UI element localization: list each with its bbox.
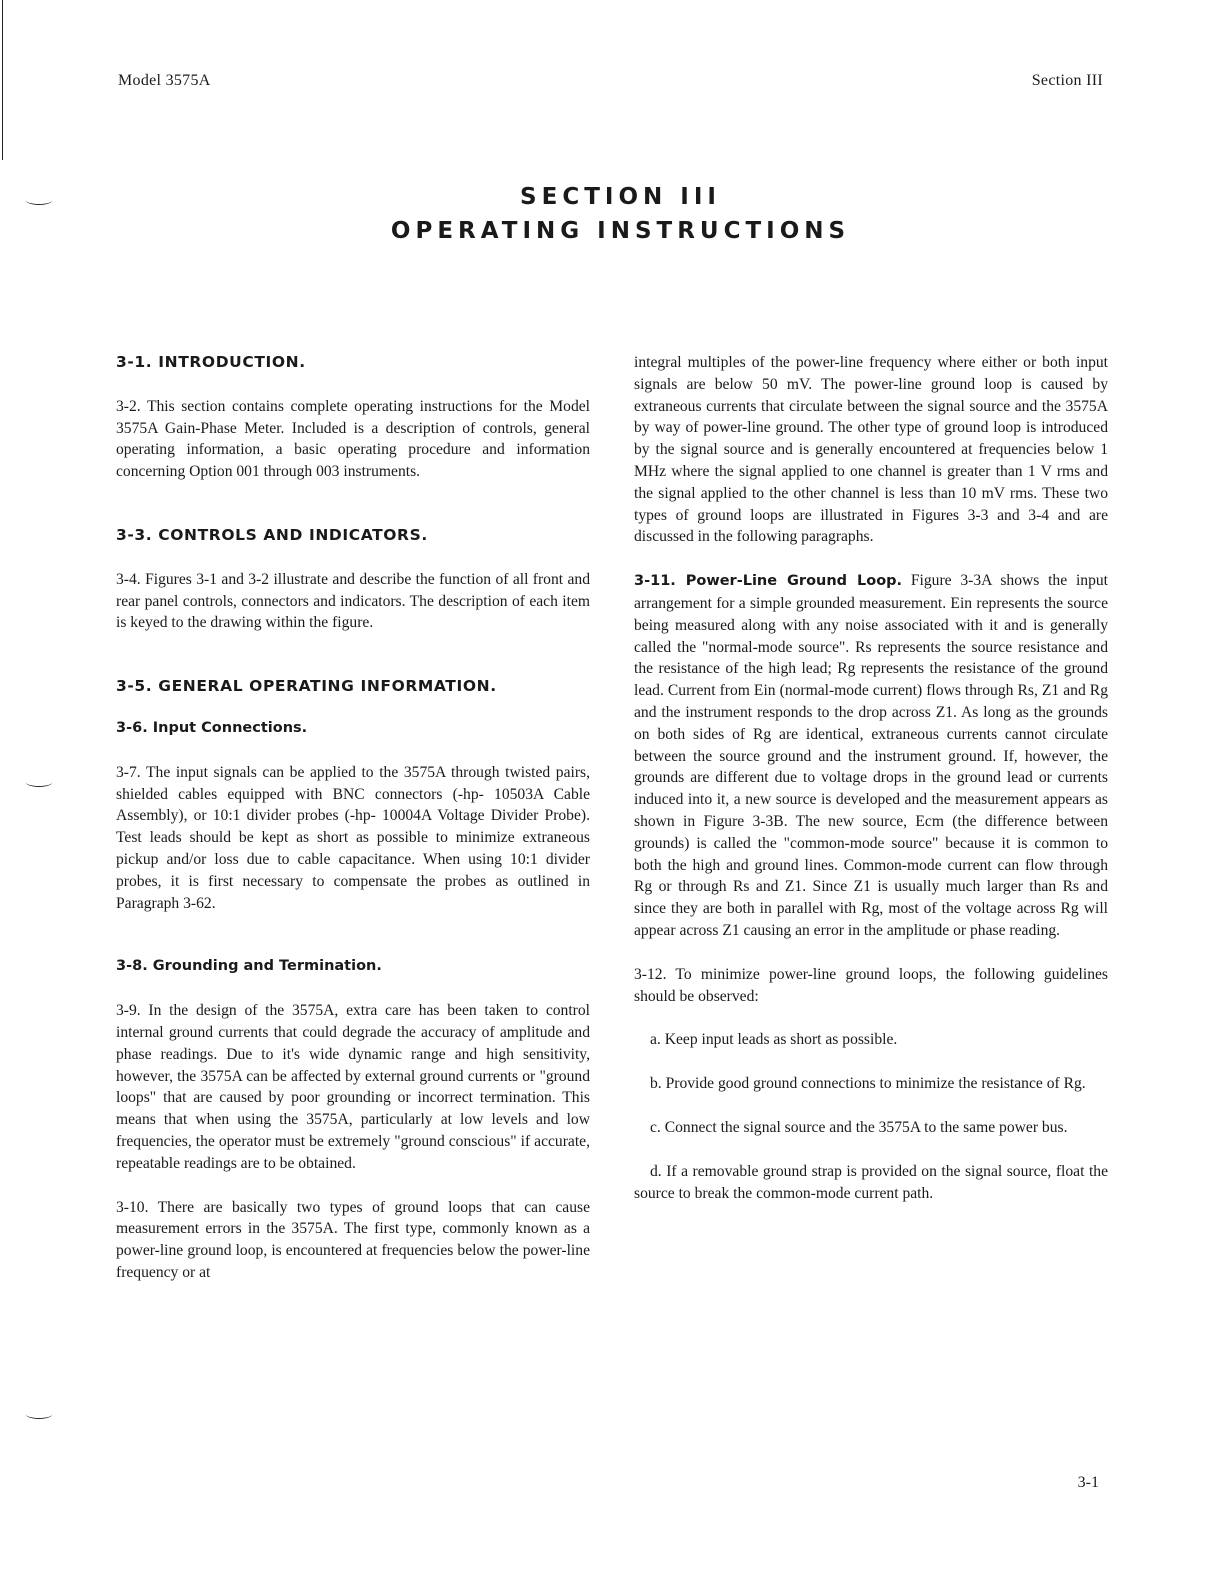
guideline-b: b. Provide good ground connections to minimize the resistance of Rg. [650,1075,1086,1093]
header-section: Section III [1031,72,1103,89]
binding-mark [26,1410,52,1419]
heading-input-connections: 3-6. Input Connections. [116,719,308,736]
right-column [634,352,1108,1204]
paragraph-3-7: 3-7. The input signals can be applied to the 3575A through twisted pairs, shielded cables equipped with BNC connectors (-hp- 10503A Cable Assembly), or 10:1 divider probes (-hp- 10004A Voltage Divider Probe). Test leads should be kept as short as possible to minimize extraneous pickup and/or loss due to cable capacitance. When using 10:1 divider probes, it is first necessary to compensate the probes as outlined in Paragraph 3-62. [116,763,590,912]
section-title [0,180,1223,248]
guideline-d: d. If a removable ground strap is provided on the signal source, float the source to break the common-mode current path. [634,1162,1108,1202]
page-edge-line [2,0,3,160]
paragraph-3-11 [634,570,1108,942]
paragraph-3-4: 3-4. Figures 3-1 and 3-2 illustrate and describe the function of all front and rear panel controls, connectors and indicators. The description of each item is keyed to the drawing within the figure. [116,570,590,632]
guideline-c: c. Connect the signal source and the 3575A to the same power bus. [650,1118,1068,1136]
section-title-line2: OPERATING INSTRUCTIONS [390,218,851,244]
paragraph-3-9: 3-9. In the design of the 3575A, extra care has been taken to control internal ground currents that could degrade the accuracy of amplitude and phase readings. Due to it's wide dynamic range and high sensitivity, however, the 3575A can be affected by external ground currents or "ground loops" that are caused by poor grounding or incorrect termination. This means that when using the 3575A, particularly at low levels and low frequencies, the operator must be extremely "ground conscious" if accurate, repeatable readings are to be obtained. [116,1002,590,1172]
section-title-line1: SECTION III [520,184,721,210]
heading-grounding-termination: 3-8. Grounding and Termination. [116,958,382,975]
header-model: Model 3575A [118,72,211,89]
runin-power-line-ground-loop: 3-11. Power-Line Ground Loop. [634,573,903,590]
left-column [116,352,590,1284]
heading-introduction: 3-1. INTRODUCTION. [116,353,306,371]
paragraph-3-11-text: Figure 3-3A shows the input arrangement for a simple grounded measurement. Ein represents the source being measured along with any noise associated with it and is generally called the "normal-mode source". Rs represents the source resistance and the resistance of the high lead; Rg represents the resistance of the ground lead. Current from Ein (normal-mode current) flows through Rs, Z1 and Rg and the instrument responds to the drop across Z1. As long as the grounds on both sides of Rg are identical, extraneous currents cannot circulate between the source ground and the instrument ground. If, however, the grounds are different due to voltage drops in the ground lead or currents induced into it, a new source is developed and the measurement appears as shown in Figure 3-3B. The new source, Ecm (the difference between grounds) is called the "common-mode source" because it is common to both the high and ground lines. Common-mode current can flow through Rg or through Rs and Z1. Since Z1 is usually much larger than Rs and since they are both in parallel with Rg, most of the voltage across Rg will appear across Z1 causing an error in the amplitude or phase reading. [634,572,1108,939]
guideline-a: a. Keep input leads as short as possible. [650,1031,898,1049]
heading-controls-indicators: 3-3. CONTROLS AND INDICATORS. [116,525,428,544]
paragraph-3-10: 3-10. There are basically two types of ground loops that can cause measurement errors in the 3575A. The first type, commonly known as a power-line ground loop, is encountered at frequencies below the power-line frequency or at [116,1198,590,1281]
paragraph-3-2: 3-2. This section contains complete operating instructions for the Model 3575A Gain-Phase Meter. Included is a description of controls, general operating information, a basic operating procedure and information concerning Option 001 through 003 instruments. [116,397,590,481]
binding-mark [26,778,52,787]
paragraph-3-12: 3-12. To minimize power-line ground loops, the following guidelines should be observed: [634,965,1108,1005]
paragraph-3-10-continued: integral multiples of the power-line frequency where either or both input signals are below 50 mV. The power-line ground loop is caused by extraneous currents that circulate between the signal source and the 3575A by way of power-line ground. The other type of ground loop is introduced by the signal source and is generally encountered at frequencies below 1 MHz where the signal applied to one channel is greater than 1 V rms and the signal applied to the other channel is less than 10 mV rms. These two types of ground loops are illustrated in Figures 3-3 and 3-4 and are discussed in the following paragraphs. [634,354,1108,546]
heading-general-operating-info: 3-5. GENERAL OPERATING INFORMATION. [116,677,497,696]
page-number: 3-1 [1077,1474,1099,1491]
